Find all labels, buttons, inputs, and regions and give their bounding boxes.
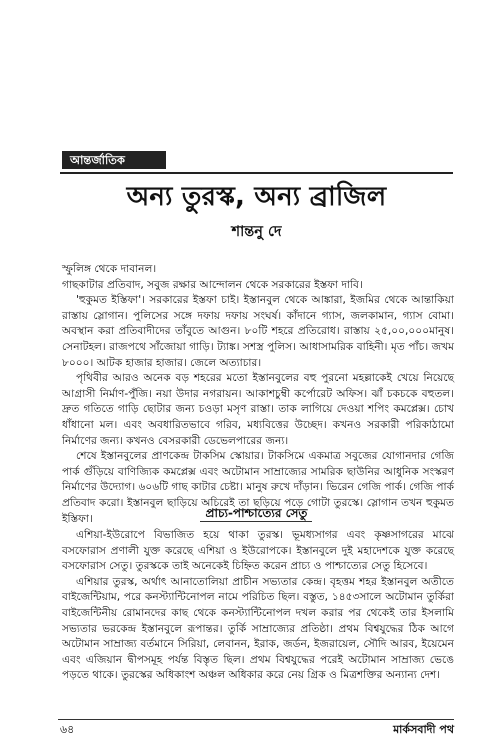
paragraph: এশিয়া-ইউরোপে বিভাজিত হয়ে থাকা তুরস্ক। ভূমধ্যসাগর এবং কৃষ্ণসাগরের মাঝে বসফোরাস প্রণালী যুক্ত করেছে এশিয়া ও ইউরোপকে। ইস্তানবুলে দুই মহাদেশকে যুক্ত করেছে বসফোরাস সেতু। তুরস্ককে তাই অনেকেই চিহ্নিত করেন প্রাচ্য ও পাশ্চাত্যের সেতু হিসেবে। bbox=[62, 529, 454, 573]
paragraph: শেষে ইস্তানবুলের প্রাণকেন্দ্র টাকসিম স্কোয়ার। টাকসিমে একমাত্র সবুজের যোগানদার গেজি পার্ক গুঁড়িয়ে বাণিজ্যিক কমপ্লেক্স এবং অটোমান সাম্রাজ্যের সামরিক ছাউনির আধুনিক সংস্করণ নির্মাণের উদ্যোগ। ৬০৬টি গাছ কাটার চেষ্টা। মানুষ রুখে দাঁড়ান। ভিরেন গেজি পার্ক। গেজি পার্ক প্রতিবাদ করো। ইস্তানবুল ছাড়িয়ে অচিরেই তা ছড়িয়ে পড়ে গোটা তুরস্কে। স্লোগান তখন হুকুমত ইস্তিফা। bbox=[62, 450, 454, 525]
paragraph: পৃথিবীর আরও অনেক বড় শহরের মতো ইস্তানবুলের বহু পুরনো মহল্লাকেই খেয়ে নিয়েছে আগ্রাসী নির্মাণ-পুঁজি। নয়া উদার নগরায়ন। আকাশচুম্বী কর্পোরেট অফিস। ঝাঁ চকচকে বহুতল। দ্রুত গতিতে গাড়ি ছোটার জন্য চওড়া মসৃণ রাস্তা। তাক লাগিয়ে দেওয়া শপিং কমপ্লেক্স। চোখ ধাঁধানো মল। এবং অবধারিতভাবে গরিব, মধ্যবিত্তের উচ্ছেদ। কখনও সরকারী পরিকাঠামো নির্মাণের জন্য। কখনও বেসরকারী ডেভেলপারের জন্য। bbox=[62, 372, 454, 447]
page-number: ৬৪ bbox=[60, 723, 75, 736]
article-author: শান্তনু দে bbox=[231, 224, 282, 240]
paragraph: স্ফুলিঙ্গ থেকে দাবানল। bbox=[62, 263, 157, 275]
paragraph: গাছকাটার প্রতিবাদ, সবুজ রক্ষার আন্দোলন থেকে সরকারের ইস্তফা দাবি। bbox=[62, 278, 363, 291]
article-body-part2 bbox=[62, 528, 454, 684]
section-rule bbox=[60, 172, 453, 174]
footer-rule bbox=[58, 719, 454, 720]
paragraph: 'হুকুমত ইস্তিফা'। সরকারের ইস্তফা চাই। ইস্তানবুল থেকে আঙ্কারা, ইজমির থেকে আন্তাকিয়া রাস্তায় স্লোগান। পুলিসের সঙ্গে দফায় দফায় সংঘর্ষ। কাঁদানে গ্যাস, জলকামান, গ্যাস বোমা। অবস্থান করা প্রতিবাদীদের তাঁবুতে আগুন। ৮০টি শহরে প্রতিরোধ। রাস্তায় ২৫,০০,০০০মানুষ। সেনাটহল। রাজপথে সাঁজোয়া গাড়ি। ট্যাঙ্ক। সশস্ত্র পুলিস। আধাসামরিক বাহিনী। মৃত পাঁচ। জখম ৮০০০। আটক হাজার হাজার। জেলে অত্যাচার। bbox=[62, 294, 454, 369]
paragraph: এশিয়ার তুরস্ক, অর্থাৎ আনাতোলিয়া প্রাচীন সভ্যতার কেন্দ্র। বৃহত্তম শহর ইস্তানবুল অতীতে বাইজেন্টিয়াম, পরে কনস্ট্যান্টিনোপল নামে পরিচিত ছিল। বস্তুত, ১৪৫৩সালে অটোমান তুর্কিরা বাইজেন্টিনীয় রোমানদের কাছ থেকে কনস্ট্যান্টিনোপল দখল করার পর থেকেই তার ইসলামি সভ্যতার ভরকেন্দ্র ইস্তানবুলে রূপান্তর। তুর্কি সাম্রাজ্যের প্রতিষ্ঠা। প্রথম বিশ্বযুদ্ধের ঠিক আগে অটোমান সাম্রাজ্য বর্তমানে সিরিয়া, লেবানন, ইরাক, জর্ডন, ইজরায়েল, সৌদি আরব, ইয়েমেন এবং এজিয়ান দ্বীপসমূহ পর্যন্ত বিস্তৃত ছিল। প্রথম বিশ্বযুদ্ধের পরেই অটোমান সাম্রাজ্য ভেঙে পড়তে থাকে। তুরস্কের অধিকাংশ অঞ্চল অধিকার করে নেয় গ্রিক ও মিত্রশক্তির অন্যান্য দেশ। bbox=[62, 575, 454, 682]
subheading-underline bbox=[200, 521, 312, 522]
section-label: আন্তর্জাতিক bbox=[62, 151, 166, 169]
subheading: প্রাচ্য-পাশ্চাত্যের সেতু bbox=[205, 506, 308, 520]
article-title: অন্য তুরস্ক, অন্য ব্রাজিল bbox=[126, 182, 387, 212]
article-body-part1 bbox=[62, 262, 454, 527]
journal-name: মার্কসবাদী পথ bbox=[393, 723, 454, 736]
